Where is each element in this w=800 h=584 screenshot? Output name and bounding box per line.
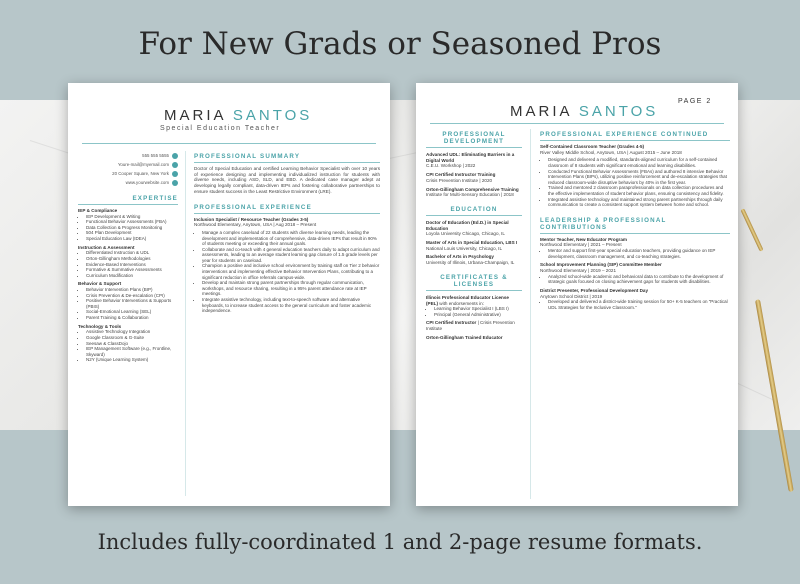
expertise-list — [78, 329, 178, 363]
resume-name — [510, 103, 658, 121]
expertise-group-heading: IEP & Compliance — [78, 208, 118, 213]
list-item: • Principal (General Administrative) — [434, 312, 522, 318]
degree: Master of Arts in Special Education, LBS I — [426, 240, 518, 246]
lead-role: Mentor Teacher, New Educator Program — [540, 236, 627, 242]
school: National Louis University, Chicago, IL — [426, 245, 503, 251]
list-item: • Mentor and support first-year special education teachers, providing guidance on IEP development, classroom management, and co-teaching strategies. — [548, 248, 730, 259]
list-item: • Curriculum Modification — [86, 273, 178, 279]
email-icon — [172, 162, 178, 168]
dev-name: Advanced UDL: Eliminating Barriers in a Digital World — [426, 152, 515, 163]
last-name: SANTOS — [578, 103, 659, 120]
summary-text: Doctor of Special Education and certified Learning Behavior Specialist with over 10 years of experience designing and implementing individualized instruction for students with diverse needs, including ASD, SLD, and EBD. A dedicated case manager adept at developing legally compliant, data-driven IEPs and fostering collaborative partnerships to ensure student success in the Least Restrictive Environment (LRE). — [194, 166, 380, 194]
list-item: • Orton-Gillingham Methodologies — [86, 256, 178, 262]
summary-heading: PROFESSIONAL SUMMARY — [194, 153, 301, 160]
list-item: • Integrated assistive technology and maintained strong parent partnerships through daily communication to create a consistent support system between home and school. — [548, 197, 730, 208]
list-item: • Champion a positive and inclusive school environment by training staff on Tier 2 behavior interventions and implementing effective Behavior Intervention Plans, contributing to a significant reduction in office referrals campus-wide. — [202, 263, 380, 280]
lead-bullets — [540, 299, 730, 310]
education-heading: EDUCATION — [450, 205, 498, 213]
list-item: • Trained and mentored 2 classroom paraprofessionals on data collection procedures and the effective implementation of student behavior plans, ensuring consistency and fidelity. — [548, 185, 730, 196]
resume-name — [164, 107, 312, 125]
expertise-group-heading: Behavior & Support — [78, 281, 122, 287]
list-item: • Functional Behavior Assessments (FBA) — [86, 219, 178, 225]
header-rule — [82, 143, 376, 144]
expertise-column — [78, 195, 178, 363]
list-item: • Conducted Functional Behavior Assessments (FBAs) and authored 8 intensive Behavior Intervention Plans (BIPs), utilizing positive reinforcement and de-escalation strategies that reduced classroom-wide disruptive behaviors by 40% in the first year. — [548, 169, 730, 186]
resume-page-1 — [68, 83, 390, 506]
lead-place: Northwood Elementary | 2019 – 2021 — [540, 268, 617, 274]
contact-block — [78, 151, 178, 187]
last-name: SANTOS — [232, 107, 313, 124]
cert-cpi: CPI Certified Instructor — [426, 320, 477, 326]
exp-place: River Valley Middle School, Anytown, USA | August 2015 – June 2018 — [540, 149, 682, 155]
development-rule — [426, 147, 522, 148]
lead-place: Northwood Elementary | 2021 – Present — [540, 242, 622, 248]
education-rule — [426, 215, 522, 216]
dev-detail: C.E.U. Workshop | 2022 — [426, 163, 476, 169]
page-label: PAGE 2 — [678, 98, 712, 105]
dev-name: Orton-Gillingham Comprehensive Training — [426, 186, 519, 192]
list-item: • Analyzed school-wide academic and behavioral data to contribute to the development of strategic goals focused on closing achievement gaps for students with disabilities. — [548, 274, 730, 285]
lead-role: School Improvement Planning (SIP) Committee Member — [540, 262, 662, 268]
list-item: • N2Y (Unique Learning System) — [86, 357, 178, 363]
list-item: • Collaborate and co-teach with 4 general education teachers daily to adapt curriculum and assessments, leading to an average student learning gap closure of 1.5 grade levels per year for students on caseload. — [202, 247, 380, 264]
cert-og: Orton-Gillingham Trained Educator — [426, 334, 503, 340]
job-bullets — [194, 230, 380, 314]
header-rule — [430, 123, 724, 124]
list-item: • Data Collection & Progress Monitoring — [86, 225, 178, 231]
list-item: • Assistive Technology Integration — [86, 329, 178, 335]
summary-rule — [194, 162, 380, 163]
list-item: • 504 Plan Development — [86, 230, 178, 236]
list-item: • IEP Development & Writing — [86, 214, 178, 220]
job-title: Special Education Teacher — [160, 125, 281, 132]
experience-continued-rule — [540, 140, 730, 141]
expertise-group-heading: Instruction & Assessment — [78, 244, 135, 250]
phone: 555 555 5555 — [142, 153, 169, 158]
expertise-list — [78, 250, 178, 278]
website: www.yourwebsite.com — [125, 180, 169, 185]
expertise-list — [78, 287, 178, 321]
list-item: • Evidence-Based Interventions — [86, 262, 178, 268]
lead-bullets — [540, 248, 730, 259]
right-column — [540, 131, 730, 311]
first-name: MARIA — [510, 103, 572, 120]
resume-page-2 — [416, 83, 738, 506]
footer-caption: Includes fully-coordinated 1 and 2-page resume formats. — [97, 530, 703, 554]
exp-role: Self-Contained Classroom Teacher (Grades 4-5) — [540, 144, 645, 149]
certificates-heading: CERTIFICATES & LICENSES — [440, 273, 508, 288]
list-item: • Seesaw & ClassDojo — [86, 341, 178, 347]
list-item: • Behavior Intervention Plans (BIP) — [86, 287, 178, 293]
experience-continued-heading: PROFESSIONAL EXPERIENCE CONTINUED — [540, 131, 709, 138]
cert-main: Illinois Professional Educator License (PEL) — [426, 294, 509, 306]
lead-place: Anytown School District | 2019 — [540, 293, 603, 299]
address: 20 Cooper Square, New York — [112, 171, 169, 176]
headline: For New Grads or Seasoned Pros — [138, 26, 662, 62]
list-item: • Social-Emotional Learning (SEL) — [86, 309, 178, 315]
certificates-rule — [426, 290, 522, 291]
degree: Doctor of Education (Ed.D.) in Special Education — [426, 219, 509, 231]
list-item: • Learning Behavior Specialist I (LBS I) — [434, 306, 522, 312]
expertise-heading: EXPERTISE — [132, 195, 178, 202]
list-item: • Formative & Summative Assessments — [86, 267, 178, 273]
first-name: MARIA — [164, 107, 226, 124]
leadership-rule — [540, 233, 730, 234]
list-item: • Crisis Prevention & De-escalation (CPI) — [86, 293, 178, 299]
list-item: • Manage a complex caseload of 22 students with diverse learning needs, leading the development and implementation of comprehensive, data-driven IEPs that result in 90% of students meeting or exceeding their annual goals. — [202, 230, 380, 247]
left-column — [426, 131, 522, 341]
job-role: Inclusion Specialist / Resource Teacher (Grades 3-5) — [194, 216, 309, 222]
list-item: • Differentiated Instruction & UDL — [86, 250, 178, 256]
list-item: • Develop and maintain strong parent partnerships through regular communication, workshops, and resource sharing, resulting in a 95% parent attendance rate at IEP meetings. — [202, 280, 380, 297]
location-icon — [172, 171, 178, 177]
cert-main-tail: with endorsements in: — [439, 300, 484, 306]
experience-rule — [194, 213, 380, 214]
list-item: • Developed and delivered a district-wide training session for 50+ K-5 teachers on "Practical UDL Strategies for the Inclusive Classroom." — [548, 299, 730, 310]
expertise-rule — [78, 204, 178, 205]
school: Loyola University Chicago, Chicago, IL — [426, 231, 505, 237]
list-item: • Google Classroom & G-Suite — [86, 335, 178, 341]
expertise-group-heading: Technology & Tools — [78, 323, 122, 329]
job-place: Northwood Elementary, Anytown, USA | Aug 2018 – Present — [194, 222, 317, 228]
list-item: • Integrate assistive technology, including text-to-speech software and alternative keyboards, to increase student access to the general curriculum and foster academic independence. — [202, 297, 380, 314]
lead-bullets — [540, 274, 730, 285]
school: University of Illinois, Urbana-Champaign, IL — [426, 260, 515, 266]
leadership-heading: LEADERSHIP & PROFESSIONAL CONTRIBUTIONS — [540, 216, 667, 231]
dev-detail: Crisis Prevention Institute | 2020 — [426, 177, 493, 183]
dev-name: CPI Certified Instructor Training — [426, 172, 496, 178]
globe-icon — [172, 180, 178, 186]
expertise-list — [78, 214, 178, 242]
phone-icon — [172, 153, 178, 159]
list-item: • IEP Management Software (e.g., Frontline, Skyward) — [86, 346, 178, 357]
dev-detail: Institute for Multi-Sensory Education | 2018 — [426, 192, 514, 198]
list-item: • Parent Training & Collaboration — [86, 315, 178, 321]
lead-role: District Presenter, Professional Development Day — [540, 287, 648, 293]
endorsement-list — [426, 306, 522, 317]
column-divider — [185, 151, 186, 496]
exp-bullets — [540, 157, 730, 207]
main-column — [194, 153, 380, 314]
degree: Bachelor of Arts in Psychology — [426, 254, 494, 260]
list-item: • Positive Behavior Interventions & Supports (PBIS) — [86, 298, 178, 309]
list-item: • Designed and delivered a modified, standards-aligned curriculum for a self-contained classroom of 8 students with significant emotional and learning disabilities. — [548, 157, 730, 168]
list-item: • Special Education Law (IDEA) — [86, 236, 178, 242]
column-divider — [530, 129, 531, 499]
experience-heading: PROFESSIONAL EXPERIENCE — [194, 203, 312, 211]
email: Youre-mail@myemail.com — [117, 162, 169, 167]
cert-cpi-tail: | Crisis Prevention Institute — [426, 320, 515, 332]
development-heading: PROFESSIONAL DEVELOPMENT — [442, 131, 506, 145]
